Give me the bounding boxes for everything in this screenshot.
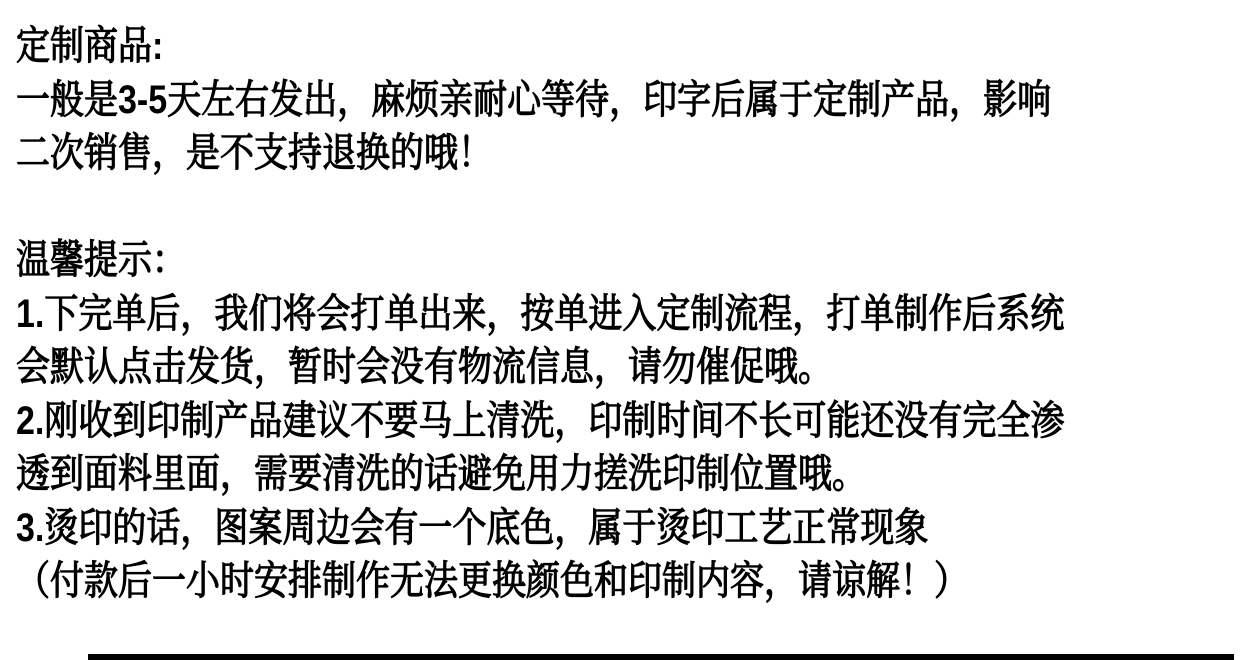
text-line: 1.下完单后，我们将会打单出来，按单进入定制流程，打单制作后系统 [16,291,1065,336]
text-line: 会默认点击发货，暂时会没有物流信息，请勿催促哦。 [16,345,832,389]
text-line: 2.刚收到印制产品建议不要马上清洗，印制时间不长可能还没有完全渗 [16,398,1065,443]
text-line: 二次销售，是不支持退换的哦！ [16,131,492,175]
text-line: 透到面料里面，需要清洗的话避免用力搓洗印制位置哦。 [16,452,866,496]
text-line: 一般是3-5天左右发出，麻烦亲耐心等待，印字后属于定制产品，影响 [16,77,1052,122]
text-line: （付款后一小时安排制作无法更换颜色和印制内容，请谅解！） [16,559,968,603]
tips-title: 温馨提示： [16,238,186,282]
cutoff-next-line-strip [88,654,1234,660]
custom-product-section [16,20,1240,181]
text-line: 3.烫印的话，图案周边会有一个底色，属于烫印工艺正常现象 [16,505,929,550]
tips-lines [16,288,1240,609]
custom-product-lines [16,74,1240,181]
custom-product-title: 定制商品: [16,24,164,68]
tips-section [16,234,1240,609]
